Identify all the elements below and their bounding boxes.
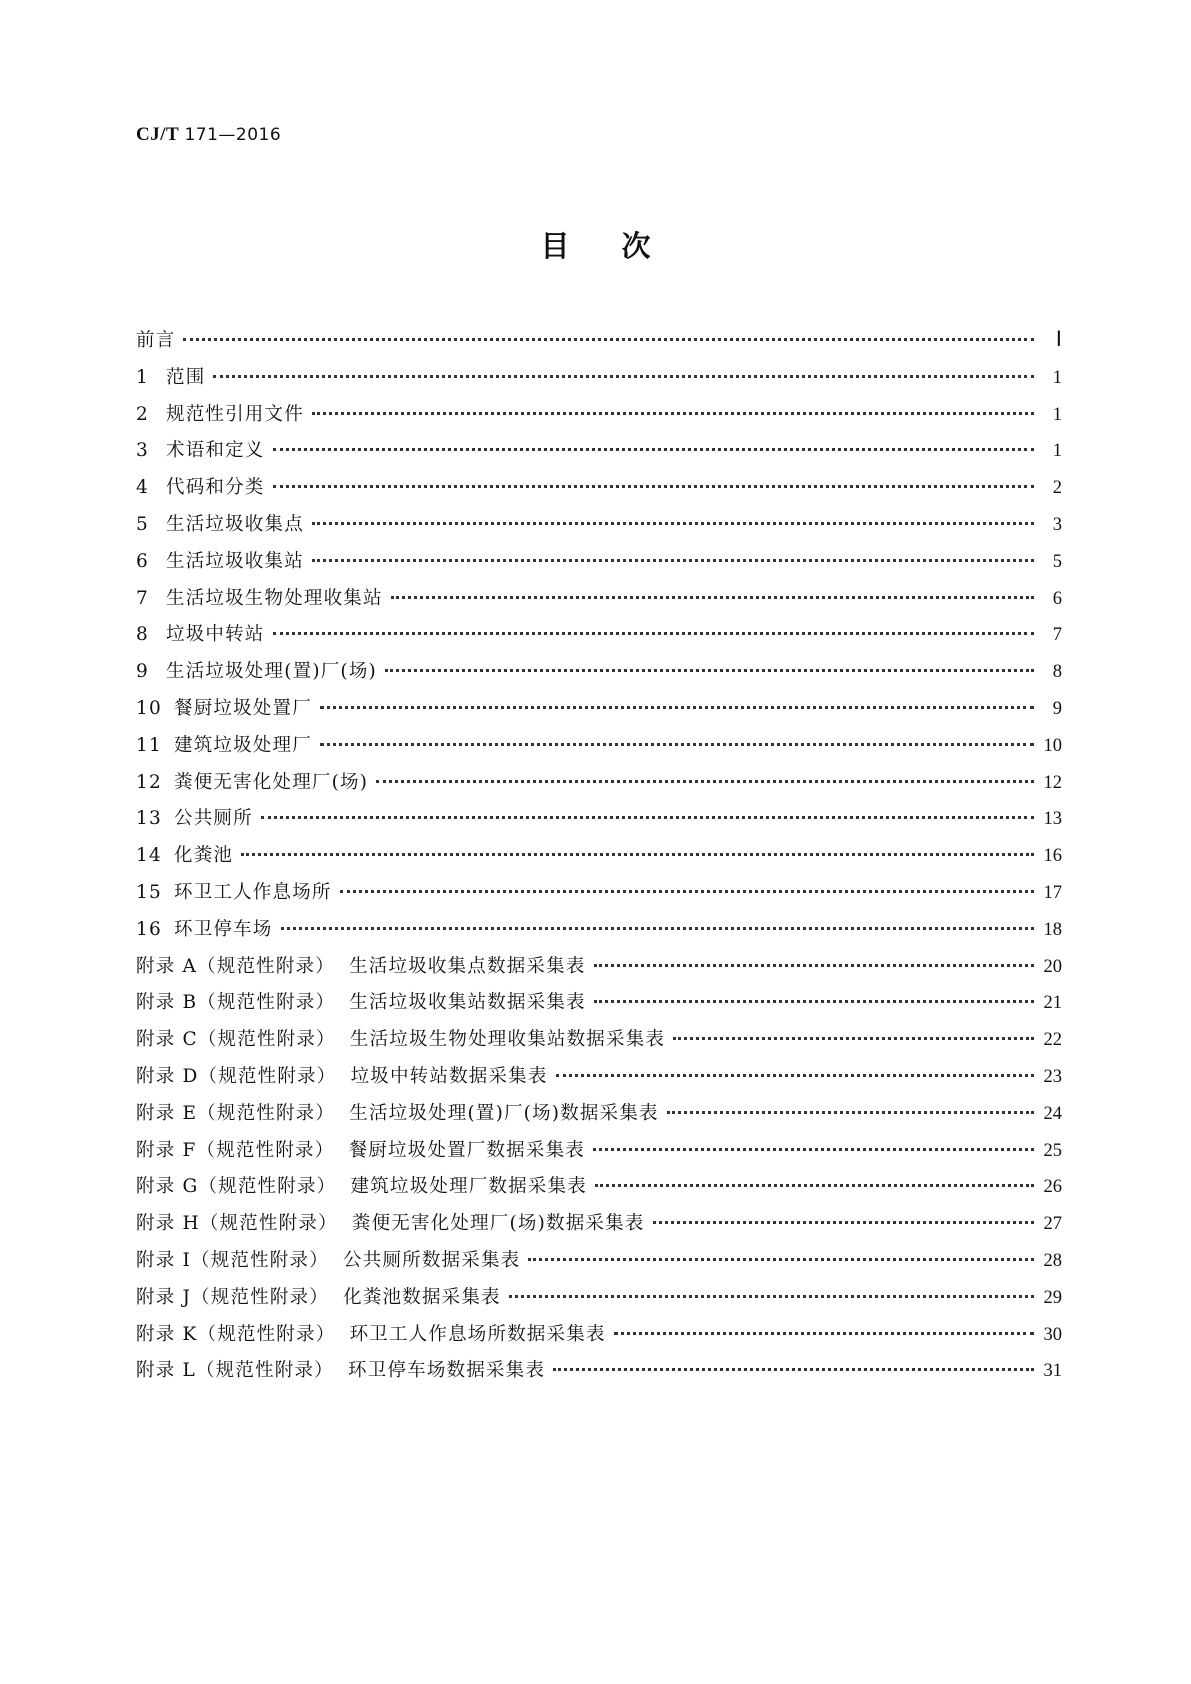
toc-entry-number: 8: [136, 624, 149, 646]
toc-entry-label: 附录 H（规范性附录） 粪便无害化处理厂(场)数据采集表: [136, 1213, 645, 1235]
toc-entry-number: 14: [136, 845, 162, 867]
toc-dot-leader: [273, 632, 1034, 635]
toc-entry-label: 附录 L（规范性附录） 环卫停车场数据采集表: [136, 1360, 546, 1382]
toc-entry[interactable]: [136, 326, 1062, 363]
toc-entry-page: 18: [1043, 919, 1062, 940]
toc-dot-leader: [653, 1221, 1034, 1224]
toc-dot-leader: [340, 890, 1034, 893]
toc-entry[interactable]: [136, 1025, 1062, 1062]
toc-entry-page: 16: [1043, 846, 1062, 867]
toc-entry-page: 5: [1052, 551, 1062, 572]
toc-entry-label: 前言: [136, 330, 176, 351]
toc-entry-number: 5: [136, 513, 149, 535]
toc-entry-label: 附录 A（规范性附录） 生活垃圾收集点数据采集表: [136, 955, 586, 977]
toc-entry-label: 生活垃圾收集点: [166, 513, 304, 535]
toc-entry-label: 附录 D（规范性附录） 垃圾中转站数据采集表: [136, 1065, 548, 1087]
toc-entry-label: 环卫停车场: [174, 918, 273, 940]
toc-dot-leader: [509, 1295, 1034, 1298]
toc-entry[interactable]: [136, 1246, 1062, 1283]
toc-entry[interactable]: [136, 363, 1062, 400]
toc-entry[interactable]: [136, 841, 1062, 878]
toc-entry-page: 30: [1043, 1324, 1062, 1345]
toc-entry-label: 生活垃圾生物处理收集站: [166, 587, 383, 609]
toc-entry-page: 28: [1043, 1250, 1062, 1271]
toc-entry-number: 6: [136, 550, 149, 572]
toc-entry[interactable]: [136, 473, 1062, 510]
toc-entry-label: 餐厨垃圾处置厂: [174, 697, 312, 719]
toc-entry[interactable]: [136, 1172, 1062, 1209]
toc-entry-page: 31: [1043, 1361, 1062, 1382]
toc-dot-leader: [183, 338, 1034, 341]
toc-entry-label: 范围: [166, 366, 206, 388]
toc-dot-leader: [213, 375, 1034, 378]
toc-dot-leader: [593, 1148, 1034, 1151]
toc-entry[interactable]: [136, 1136, 1062, 1173]
toc-dot-leader: [312, 412, 1034, 415]
toc-entry[interactable]: [136, 768, 1062, 805]
toc-entry-page: 1: [1052, 404, 1062, 425]
toc-entry[interactable]: [136, 400, 1062, 437]
toc-entry-number: 3: [136, 440, 149, 462]
toc-entry[interactable]: [136, 1320, 1062, 1357]
toc-entry-page: 7: [1052, 625, 1062, 646]
toc-entry-label: 附录 C（规范性附录） 生活垃圾生物处理收集站数据采集表: [136, 1029, 666, 1051]
page-title: 目次: [540, 229, 703, 263]
toc-entry[interactable]: [136, 657, 1062, 694]
toc-entry-label: 环卫工人作息场所: [174, 881, 332, 903]
toc-entry-page: 1: [1052, 367, 1062, 388]
toc-entry[interactable]: [136, 731, 1062, 768]
standard-code: [136, 124, 281, 146]
toc-entry-page: Ⅰ: [1055, 327, 1062, 351]
toc-entry-label: 附录 E（规范性附录） 生活垃圾处理(置)厂(场)数据采集表: [136, 1102, 659, 1124]
toc-entry-label: 公共厕所: [174, 808, 253, 830]
toc-entry-number: 10: [136, 697, 162, 719]
toc-entry-label: 附录 F（规范性附录） 餐厨垃圾处置厂数据采集表: [136, 1139, 585, 1161]
toc-entry-label: 垃圾中转站: [166, 624, 265, 646]
toc-entry[interactable]: [136, 1209, 1062, 1246]
toc-entry-page: 17: [1043, 882, 1062, 903]
toc-entry-page: 6: [1052, 588, 1062, 609]
toc-entry-label: 生活垃圾处理(置)厂(场): [166, 661, 377, 683]
toc-entry[interactable]: [136, 1099, 1062, 1136]
toc-entry-number: 11: [136, 734, 162, 756]
toc-entry-number: 9: [136, 661, 149, 683]
toc-entry-label: 附录 I（规范性附录） 公共厕所数据采集表: [136, 1249, 521, 1271]
toc-dot-leader: [261, 816, 1034, 819]
toc-entry-number: 16: [136, 918, 162, 940]
toc-entry-label: 生活垃圾收集站: [166, 550, 304, 572]
toc-entry[interactable]: [136, 620, 1062, 657]
toc-dot-leader: [320, 743, 1034, 746]
toc-entry-label: 化粪池: [174, 845, 234, 867]
standard-number: 171—2016: [184, 125, 282, 145]
toc-dot-leader: [528, 1258, 1034, 1261]
toc-entry[interactable]: [136, 915, 1062, 952]
toc-entry-page: 26: [1043, 1177, 1062, 1198]
toc-dot-leader: [281, 927, 1034, 930]
toc-dot-leader: [594, 1000, 1034, 1003]
toc-dot-leader: [312, 522, 1034, 525]
toc-dot-leader: [312, 559, 1034, 562]
toc-entry-page: 29: [1043, 1287, 1062, 1308]
toc-entry[interactable]: [136, 952, 1062, 989]
toc-entry-label: 代码和分类: [166, 477, 265, 499]
toc-entry-page: 13: [1043, 809, 1062, 830]
toc-entry-label: 规范性引用文件: [166, 403, 304, 425]
toc-dot-leader: [553, 1368, 1034, 1371]
toc-entry-page: 25: [1043, 1140, 1062, 1161]
toc-entry-page: 27: [1043, 1214, 1062, 1235]
toc-entry-label: 建筑垃圾处理厂: [174, 734, 312, 756]
toc-dot-leader: [391, 596, 1034, 599]
standard-prefix: CJ/T: [136, 124, 180, 145]
toc-entry-page: 3: [1052, 514, 1062, 535]
toc-dot-leader: [667, 1111, 1034, 1114]
toc-entry-page: 21: [1043, 993, 1062, 1014]
toc-dot-leader: [614, 1332, 1034, 1335]
toc-dot-leader: [273, 448, 1034, 451]
toc-entry-page: 24: [1043, 1103, 1062, 1124]
toc-dot-leader: [241, 853, 1034, 856]
toc-entry[interactable]: [136, 436, 1062, 473]
toc-entry[interactable]: [136, 584, 1062, 621]
toc-entry[interactable]: [136, 1062, 1062, 1099]
toc-entry-number: 4: [136, 477, 149, 499]
toc-entry[interactable]: [136, 988, 1062, 1025]
toc-entry-label: 粪便无害化处理厂(场): [174, 771, 369, 793]
toc-dot-leader: [376, 780, 1034, 783]
toc-entry-page: 8: [1052, 662, 1062, 683]
toc-entry[interactable]: [136, 694, 1062, 731]
toc-entry[interactable]: [136, 547, 1062, 584]
toc-entry-page: 2: [1052, 478, 1062, 499]
toc-entry-label: 术语和定义: [166, 440, 265, 462]
toc-dot-leader: [595, 1184, 1034, 1187]
toc-dot-leader: [320, 706, 1034, 709]
toc-entry-number: 7: [136, 587, 149, 609]
toc-entry-page: 1: [1052, 441, 1062, 462]
toc-entry-page: 20: [1043, 956, 1062, 977]
toc-dot-leader: [673, 1037, 1034, 1040]
toc-entry-number: 15: [136, 881, 162, 903]
toc-entry-number: 13: [136, 808, 162, 830]
toc-dot-leader: [385, 669, 1034, 672]
toc-dot-leader: [556, 1074, 1034, 1077]
toc-entry[interactable]: [136, 1356, 1062, 1393]
table-of-contents: [136, 326, 1062, 1393]
toc-entry[interactable]: [136, 878, 1062, 915]
toc-entry-label: 附录 G（规范性附录） 建筑垃圾处理厂数据采集表: [136, 1176, 587, 1198]
toc-entry-page: 12: [1043, 772, 1062, 793]
toc-entry-number: 2: [136, 403, 149, 425]
toc-entry-label: 附录 K（规范性附录） 环卫工人作息场所数据采集表: [136, 1323, 606, 1345]
toc-entry-number: 12: [136, 771, 162, 793]
toc-entry-page: 9: [1052, 698, 1062, 719]
toc-entry[interactable]: [136, 1283, 1062, 1320]
toc-entry-number: 1: [136, 366, 149, 388]
toc-entry-label: 附录 B（规范性附录） 生活垃圾收集站数据采集表: [136, 992, 586, 1014]
toc-entry-page: 22: [1043, 1030, 1062, 1051]
toc-entry-page: 10: [1043, 735, 1062, 756]
toc-dot-leader: [273, 485, 1034, 488]
toc-entry[interactable]: [136, 510, 1062, 547]
toc-dot-leader: [594, 964, 1034, 967]
toc-entry-page: 23: [1043, 1066, 1062, 1087]
toc-entry[interactable]: [136, 804, 1062, 841]
toc-entry-label: 附录 J（规范性附录） 化粪池数据采集表: [136, 1286, 501, 1308]
